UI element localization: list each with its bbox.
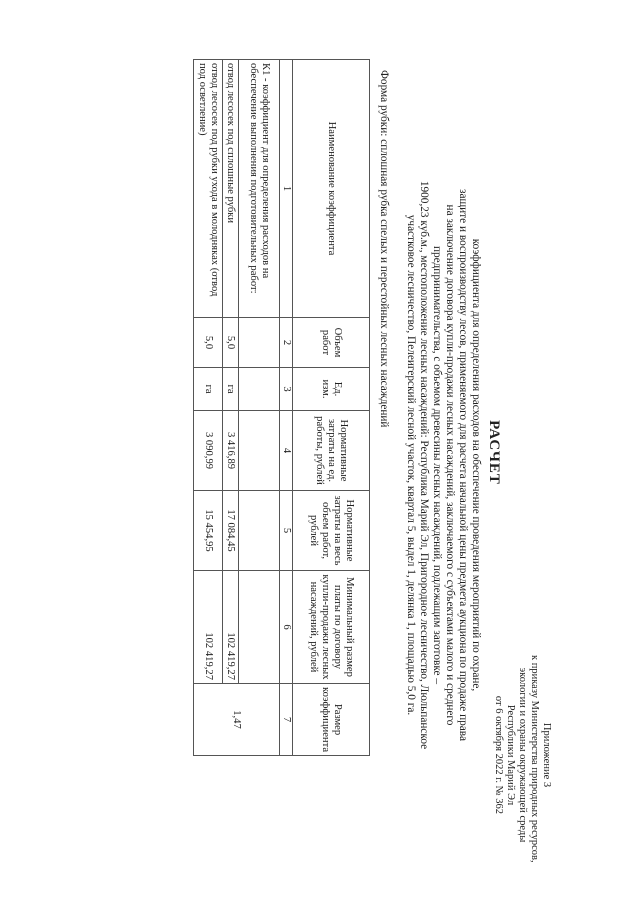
appendix-line: Приложение 3 [541, 722, 552, 788]
k1-name: К1 - коэффициент для определения расходов на обеспечение выполнения подготовительных работ: [239, 60, 280, 318]
row-volume: 5,0 [194, 318, 223, 368]
row-unit-cost: 3 090,99 [194, 411, 223, 491]
header-min-payment: Минимальный размер платы по договору купли-продажи лесных насаждений, рублей [293, 571, 370, 684]
col-number: 3 [280, 368, 293, 411]
k1-value: 1,47 [194, 684, 280, 756]
table-row [223, 60, 239, 756]
row-total-cost: 15 454,95 [194, 491, 223, 571]
col-number: 5 [280, 491, 293, 571]
row-name: отвод лесосек под рубки ухода в молодняках (отвод под осветление) [194, 60, 223, 318]
header-volume: Объем работ [293, 318, 370, 368]
appendix-line: экологии и охраны окружающей среды [517, 667, 528, 843]
header-unit: Ед. изм. [293, 368, 370, 411]
col-number: 4 [280, 411, 293, 491]
col-number: 6 [280, 571, 293, 684]
subtitle-line: защите и воспроизводству лесов, применяемого для расчета начальной цены предмета аукциона по продаже права [457, 189, 469, 741]
header-coefficient: Размер коэффициента [293, 684, 370, 756]
column-numbers-row [280, 60, 293, 756]
row-min-payment: 102 419,27 [223, 571, 239, 684]
document-title: РАСЧЕТ [486, 420, 502, 485]
header-total-cost: Нормативные затраты на весь объем работ, рублей [293, 491, 370, 571]
appendix-line: к приказу Министерства природных ресурсов, [529, 655, 540, 863]
document-subtitle [404, 70, 482, 860]
row-unit-cost: 3 416,89 [223, 411, 239, 491]
table-row [239, 60, 280, 756]
subtitle-line: на заключение договора купли-продажи лесных насаждений, заключаемого с субъектами малого и среднего [444, 204, 456, 726]
appendix-line: от 6 октября 2022 г. № 362 [493, 695, 504, 815]
table-header-row [293, 60, 370, 756]
subtitle-line: участковое лесничество, Пелеигерский лесной участок, квартал 5, выдел 1, делянка 1, площадью 5,0 га. [405, 214, 417, 716]
subtitle-line: коэффициента для определения расходов на обеспечение проведения мероприятий по охране, [470, 238, 482, 692]
header-name: Наименование коэффициента [293, 60, 370, 318]
cut-form-text: Форма рубки: сплошная рубка спелых и перестойных лесных насаждений [378, 70, 390, 428]
subtitle-line: предпринимательства, с объемом древесины лесных насаждений, подлежащим заготовке – [431, 245, 443, 685]
appendix-line: Республики Марий Эл [505, 704, 516, 806]
table-row [194, 60, 223, 756]
row-total-cost: 17 084,45 [223, 491, 239, 571]
col-number: 1 [280, 60, 293, 318]
header-unit-cost: Нормативные затраты на ед. работы, рублей [293, 411, 370, 491]
row-volume: 5,0 [223, 318, 239, 368]
row-unit: га [194, 368, 223, 411]
subtitle-line: 1900,23 куб.м., местоположение лесных насаждений: Республика Марий Эл, Пригородное лесничество, Люльпанское [418, 180, 430, 750]
row-unit: га [223, 368, 239, 411]
col-number: 2 [280, 318, 293, 368]
row-min-payment: 102 419,27 [194, 571, 223, 684]
row-name: отвод лесосек под сплошные рубки [223, 60, 239, 318]
coefficient-table [193, 59, 370, 756]
col-number: 7 [280, 684, 293, 756]
